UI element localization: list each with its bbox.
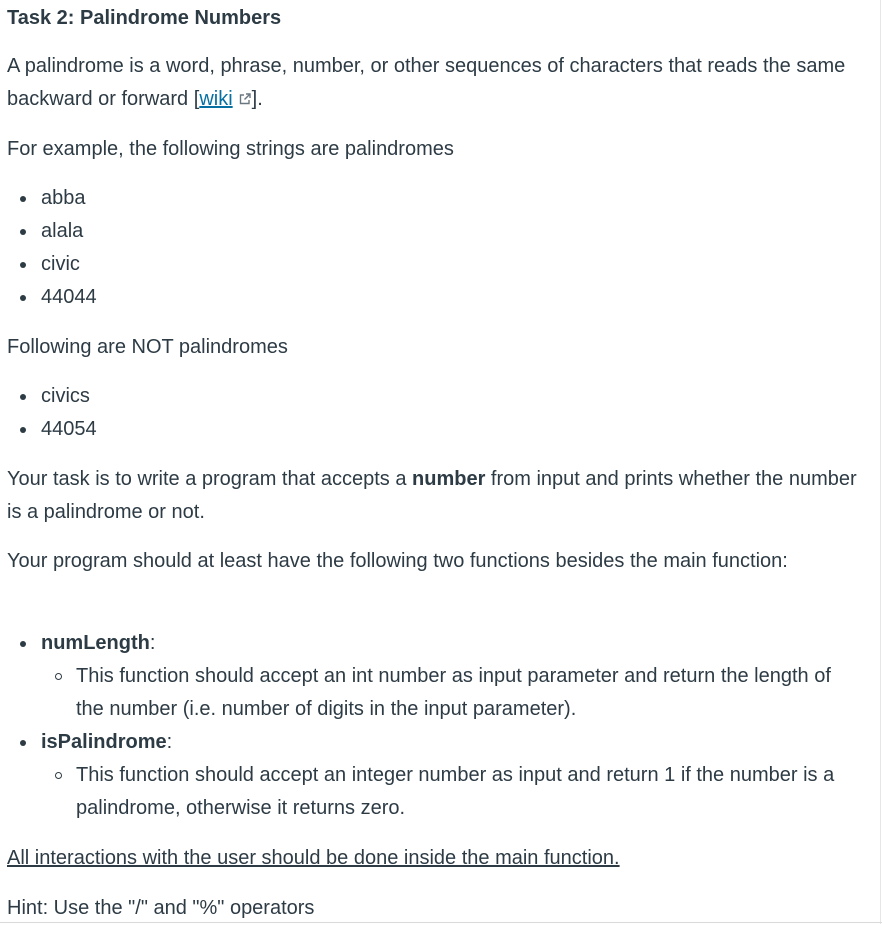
intro-text: A palindrome is a word, phrase, number, or other sequences of characters that reads the same backward or forward	[7, 55, 846, 110]
task-bold-number: number	[412, 468, 486, 490]
function-colon: :	[166, 731, 173, 753]
intro-bracket-open: [	[193, 88, 200, 110]
intro-bracket-close: ].	[251, 88, 263, 110]
function-name: isPalindrome	[41, 731, 167, 753]
page-title: Task 2: Palindrome Numbers	[7, 7, 282, 29]
interaction-note	[7, 842, 873, 875]
task-text-after: from input and prints whether the number is a palindrome or not.	[7, 468, 857, 523]
function-item-numlength	[7, 627, 876, 726]
list-item: 44054	[7, 413, 97, 446]
interaction-note-text: All interactions with the user should be done inside the main function.	[7, 847, 620, 869]
list-item: abba	[7, 182, 97, 215]
external-link-icon[interactable]	[238, 92, 252, 106]
palindrome-list	[7, 182, 97, 314]
task-text-before: Your task is to write a program that accepts a	[7, 468, 413, 490]
function-sublist	[41, 660, 876, 726]
list-item: 44044	[7, 281, 97, 314]
right-border	[880, 0, 881, 924]
task-paragraph	[7, 463, 873, 529]
functions-list	[7, 627, 876, 825]
not-palindrome-list	[7, 380, 97, 446]
wiki-link[interactable]	[199, 88, 251, 110]
function-description: This function should accept an integer number as input and return 1 if the number is a palindrome, otherwise it returns zero.	[41, 759, 876, 825]
function-item-ispalindrome	[7, 726, 876, 825]
function-sublist	[41, 759, 876, 825]
function-description: This function should accept an int number as input parameter and return the length of the number (i.e. number of digits in the input parameter).	[41, 660, 836, 726]
functions-intro: Your program should at least have the following two functions besides the main function:	[7, 550, 788, 572]
function-name: numLength	[41, 632, 150, 654]
example-intro: For example, the following strings are palindromes	[7, 138, 454, 160]
list-item: civics	[7, 380, 97, 413]
list-item: alala	[7, 215, 97, 248]
list-item: civic	[7, 248, 97, 281]
hint: Hint: Use the "/" and "%" operators	[7, 897, 315, 919]
not-palindromes-intro: Following are NOT palindromes	[7, 336, 288, 358]
wiki-link-label[interactable]: wiki	[199, 88, 233, 110]
intro-paragraph	[7, 50, 873, 116]
function-colon: :	[149, 632, 156, 654]
